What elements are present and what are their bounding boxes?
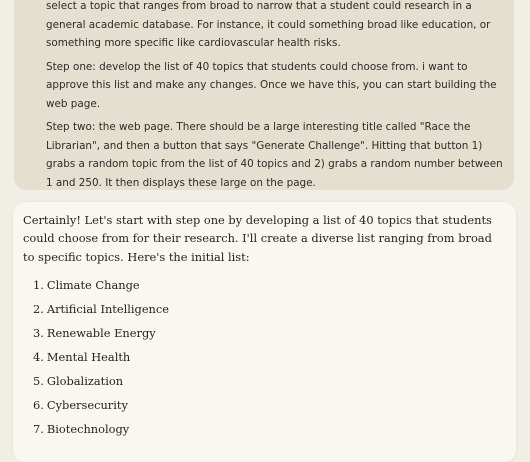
list-item-label: Cybersecurity [46,398,128,413]
topic-list [23,273,506,441]
list-item-number: 1. [33,278,44,293]
list-item-number: 7. [33,422,44,437]
list-item [33,273,506,297]
list-item-label: Artificial Intelligence [46,302,170,317]
list-item-number: 3. [33,326,44,341]
list-item-label: Mental Health [46,350,131,365]
list-item-label: Globalization [46,374,124,389]
list-item [33,345,506,369]
user-message-paragraph: Step two: the web page. There should be a large interesting title called "Race the Librarian", and then a button that says "Generate Challenge". Hitting that button 1) grabs a random topic from the list of 40 topics and 2) grabs a random number between 1 and 250. It then displays these large on the page. [46,121,503,189]
list-item-number: 5. [33,374,44,389]
list-item-label: Climate Change [46,278,140,293]
user-message-paragraph: select a topic that ranges from broad to narrow that a student could research in a general academic database. For instance, it could something broad like education, or something more specific like cardiovascular health risks. [46,0,491,49]
list-item [33,321,506,345]
assistant-message-card [13,202,516,462]
user-message-paragraph: Step one: develop the list of 40 topics that students could choose from. i want to approve this list and make any changes. Once we have this, you can start building the web page. [46,60,497,110]
list-item-label: Renewable Energy [46,326,156,341]
list-item [33,417,506,441]
assistant-intro-text: Certainly! Let's start with step one by developing a list of 40 topics that students could choose from for their research. I'll create a diverse list ranging from broad to specific topics. Here's the initial list: [23,213,492,264]
list-item [33,393,506,417]
list-item-number: 6. [33,398,44,413]
list-item [33,369,506,393]
list-item-label: Biotechnology [46,422,130,437]
list-item [33,297,506,321]
list-item-number: 4. [33,350,44,365]
user-message-bubble [14,0,514,190]
list-item-number: 2. [33,302,44,317]
